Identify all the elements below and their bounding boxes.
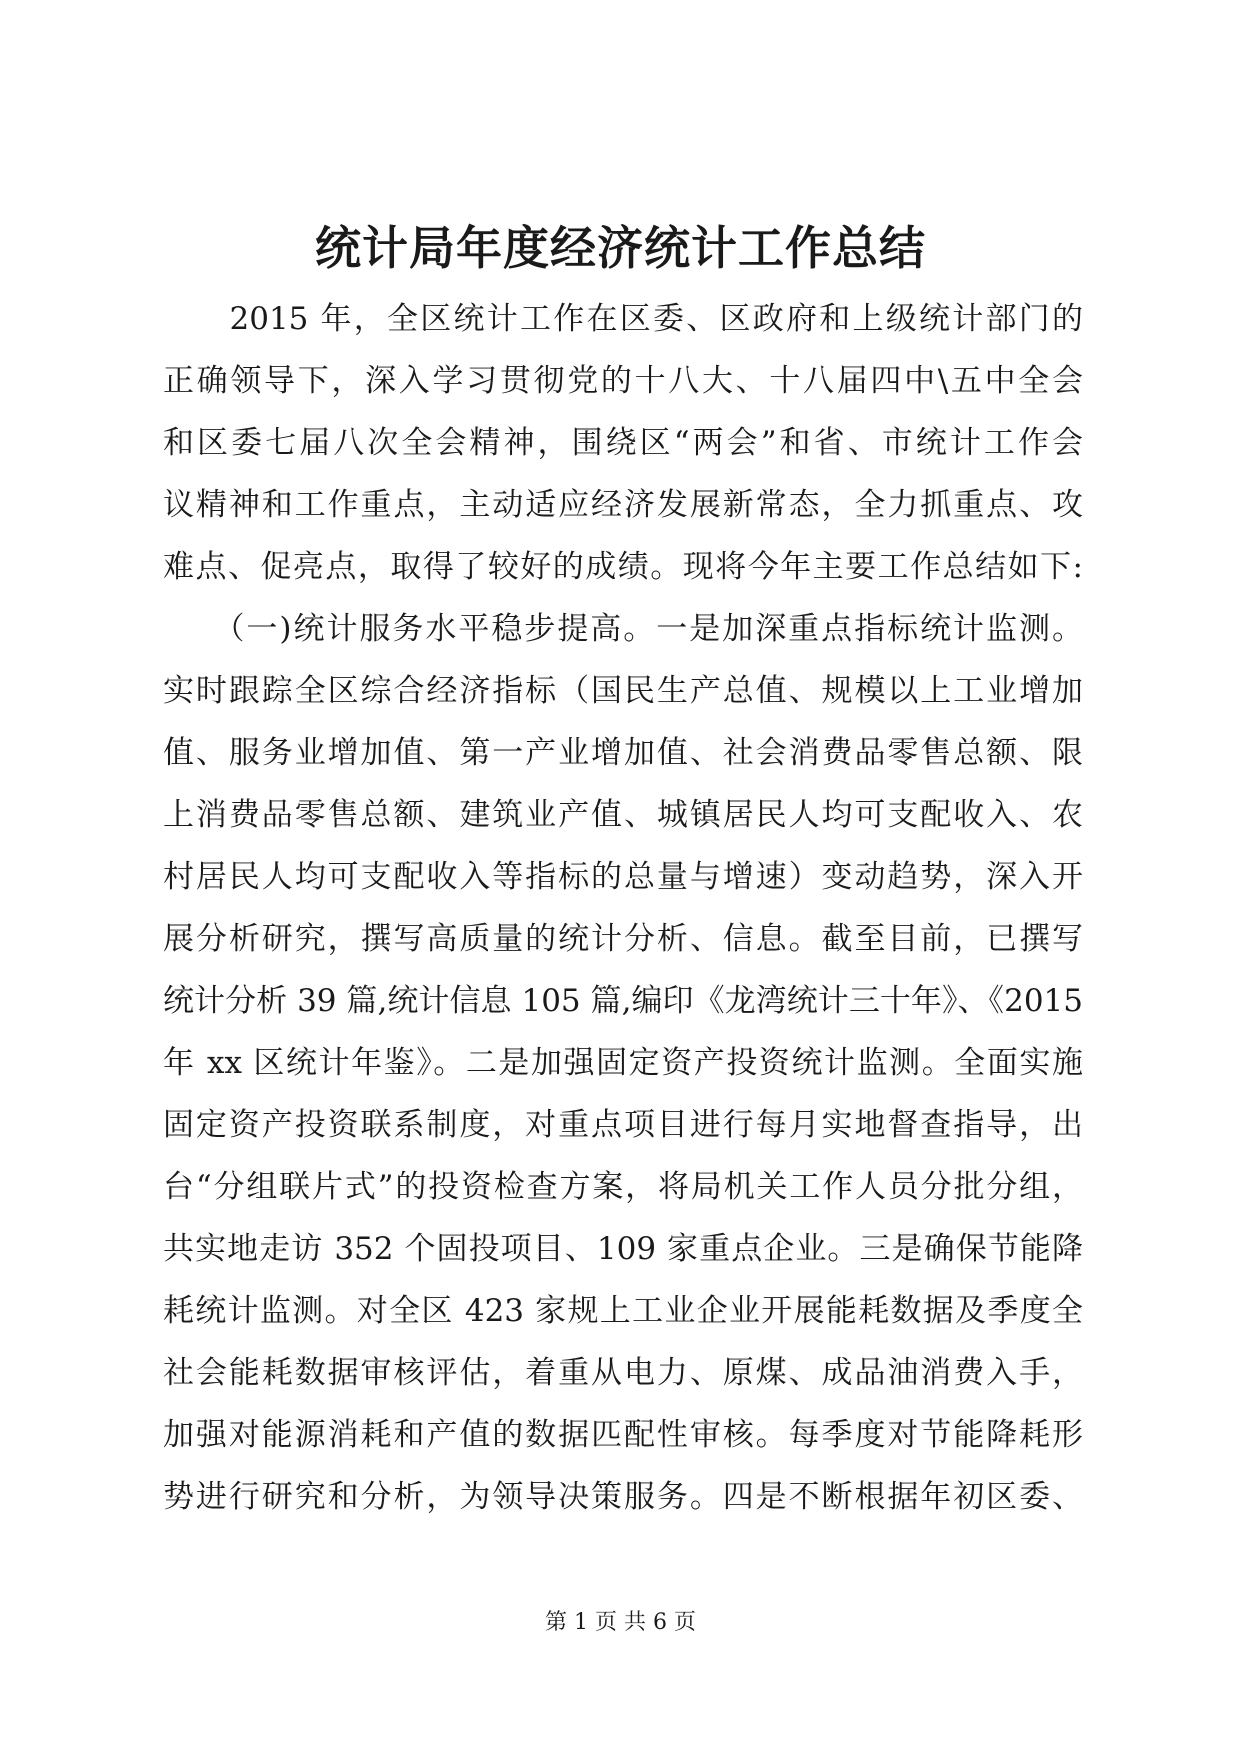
body-line: 统计分析 39 篇,统计信息 105 篇,编印《龙湾统计三十年》、《2015 xyxy=(163,983,1083,1019)
document-body xyxy=(163,288,1083,1528)
body-line: 势进行研究和分析，为领导决策服务。四是不断根据年初区委、 xyxy=(163,1479,1083,1515)
body-line: 和区委七届八次全会精神，围绕区“两会”和省、市统计工作会 xyxy=(163,425,1083,461)
body-line: 耗统计监测。对全区 423 家规上工业企业开展能耗数据及季度全 xyxy=(163,1293,1083,1329)
body-line: 上消费品零售总额、建筑业产值、城镇居民人均可支配收入、农 xyxy=(163,797,1083,833)
body-line: 展分析研究，撰写高质量的统计分析、信息。截至目前，已撰写 xyxy=(163,921,1083,957)
body-line: 2015 年，全区统计工作在区委、区政府和上级统计部门的 xyxy=(163,301,1083,337)
body-line: 加强对能源消耗和产值的数据匹配性审核。每季度对节能降耗形 xyxy=(163,1417,1083,1453)
body-line: 社会能耗数据审核评估，着重从电力、原煤、成品油消费入手， xyxy=(163,1355,1083,1391)
page-number-footer: 第 1 页 共 6 页 xyxy=(545,1610,696,1635)
body-line: 正确领导下，深入学习贯彻党的十八大、十八届四中\五中全会 xyxy=(163,363,1083,399)
body-line: 固定资产投资联系制度，对重点项目进行每月实地督查指导，出 xyxy=(163,1107,1083,1143)
body-line: 议精神和工作重点，主动适应经济发展新常态，全力抓重点、攻 xyxy=(163,487,1083,523)
body-line: 难点、促亮点，取得了较好的成绩。现将今年主要工作总结如下: xyxy=(163,549,1083,585)
document-title: 统计局年度经济统计工作总结 xyxy=(315,221,926,275)
body-line: 共实地走访 352 个固投项目、109 家重点企业。三是确保节能降 xyxy=(163,1231,1083,1267)
body-line: 台“分组联片式”的投资检查方案，将局机关工作人员分批分组， xyxy=(163,1169,1083,1205)
body-line: （一)统计服务水平稳步提高。一是加深重点指标统计监测。 xyxy=(163,611,1083,647)
body-line: 村居民人均可支配收入等指标的总量与增速）变动趋势，深入开 xyxy=(163,859,1083,895)
body-line: 值、服务业增加值、第一产业增加值、社会消费品零售总额、限 xyxy=(163,735,1083,771)
body-line: 实时跟踪全区综合经济指标（国民生产总值、规模以上工业增加 xyxy=(163,673,1083,709)
body-line: 年 xx 区统计年鉴》。二是加强固定资产投资统计监测。全面实施 xyxy=(163,1045,1083,1081)
